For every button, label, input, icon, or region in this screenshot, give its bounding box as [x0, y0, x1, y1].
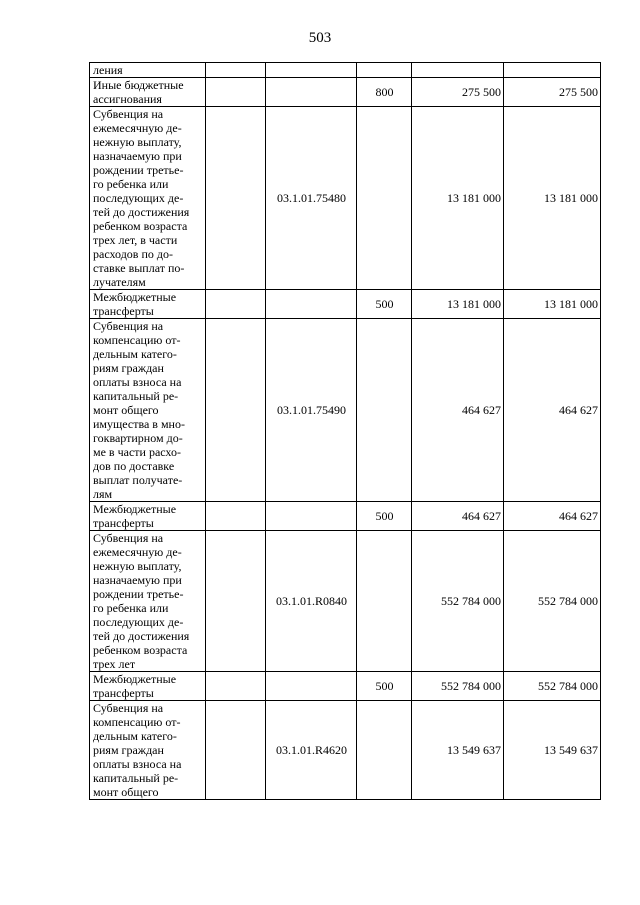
amount-year2-cell: 13 181 000: [504, 107, 601, 290]
amount-year2-cell: 552 784 000: [504, 531, 601, 672]
item-name-line: риям граждан: [93, 361, 164, 375]
table-row-main: [90, 319, 601, 502]
expense-type-cell: 500: [357, 672, 412, 701]
item-name-line: монт общего: [93, 403, 159, 417]
target-article-cell: 03.1.01.R4620: [266, 701, 357, 800]
amount-year1-cell: 552 784 000: [412, 672, 504, 701]
item-name-line: Межбюджетные: [93, 290, 177, 304]
item-name-line: выплат получате-: [93, 473, 183, 487]
item-name-line: дельным катего-: [93, 347, 177, 361]
item-name-line: трансферты: [93, 516, 154, 530]
item-name-cell: [90, 672, 206, 701]
item-name-line: Субвенция на: [93, 319, 164, 333]
target-article-cell: [266, 672, 357, 701]
item-name-line: ления: [93, 63, 123, 77]
item-name-line: риям граждан: [93, 743, 164, 757]
target-article-cell: [266, 63, 357, 78]
item-name-line: Субвенция на: [93, 701, 164, 715]
amount-year1-cell: 464 627: [412, 319, 504, 502]
empty-cell: [206, 78, 266, 107]
item-name-line: назначаемую при: [93, 573, 182, 587]
item-name-line: оплаты взноса на: [93, 375, 182, 389]
budget-table: [89, 62, 601, 800]
item-name-line: имущества в мно-: [93, 417, 185, 431]
item-name-line: рождении третье-: [93, 587, 184, 601]
amount-year2-cell: 464 627: [504, 319, 601, 502]
item-name-line: компенсацию от-: [93, 333, 181, 347]
item-name-line: лучателям: [93, 275, 146, 289]
expense-type-cell: [357, 319, 412, 502]
amount-year1-cell: 464 627: [412, 502, 504, 531]
empty-cell: [206, 502, 266, 531]
target-article-cell: [266, 78, 357, 107]
empty-cell: [206, 701, 266, 800]
amount-year1-cell: 275 500: [412, 78, 504, 107]
table-row-sub: [90, 78, 601, 107]
amount-year2-cell: 275 500: [504, 78, 601, 107]
item-name-line: ассигнования: [93, 92, 162, 106]
empty-cell: [206, 63, 266, 78]
page-number: 503: [308, 30, 332, 46]
expense-type-cell: 500: [357, 502, 412, 531]
item-name-line: ставке выплат по-: [93, 261, 185, 275]
item-name-line: последующих де-: [93, 615, 184, 629]
item-name-line: Субвенция на: [93, 531, 164, 545]
item-name-line: Межбюджетные: [93, 672, 177, 686]
amount-year1-cell: 13 549 637: [412, 701, 504, 800]
table-row-sub: [90, 672, 601, 701]
item-name-line: нежную выплату,: [93, 135, 182, 149]
expense-type-cell: [357, 701, 412, 800]
item-name-cell: [90, 290, 206, 319]
item-name-line: расходов по до-: [93, 247, 173, 261]
item-name-line: Иные бюджетные: [93, 78, 184, 92]
target-article-cell: 03.1.01.75480: [266, 107, 357, 290]
item-name-cell: [90, 531, 206, 672]
item-name-line: дов по доставке: [93, 459, 175, 473]
target-article-cell: 03.1.01.R0840: [266, 531, 357, 672]
expense-type-cell: [357, 107, 412, 290]
item-name-line: гоквартирном до-: [93, 431, 183, 445]
item-name-line: тей до достижения: [93, 629, 190, 643]
item-name-line: ребенком возраста: [93, 643, 188, 657]
empty-cell: [206, 531, 266, 672]
table-row-sub: [90, 502, 601, 531]
item-name-line: трех лет, в части: [93, 233, 178, 247]
expense-type-cell: [357, 531, 412, 672]
item-name-line: Межбюджетные: [93, 502, 177, 516]
table-row-main: [90, 701, 601, 800]
amount-year1-cell: 13 181 000: [412, 290, 504, 319]
item-name-cell: [90, 319, 206, 502]
amount-year1-cell: 552 784 000: [412, 531, 504, 672]
amount-year1-cell: 13 181 000: [412, 107, 504, 290]
table-row-sub: [90, 290, 601, 319]
table-row-main: [90, 107, 601, 290]
item-name-line: ме в части расхо-: [93, 445, 181, 459]
item-name-cell: [90, 107, 206, 290]
table-row-continued: [90, 63, 601, 78]
expense-type-cell: [357, 63, 412, 78]
item-name-line: нежную выплату,: [93, 559, 182, 573]
item-name-line: го ребенка или: [93, 177, 169, 191]
empty-cell: [206, 290, 266, 319]
item-name-line: трех лет: [93, 657, 136, 671]
empty-cell: [206, 672, 266, 701]
amount-year2-cell: [504, 63, 601, 78]
target-article-cell: [266, 290, 357, 319]
item-name-line: трансферты: [93, 304, 154, 318]
item-name-line: ежемесячную де-: [93, 545, 182, 559]
amount-year2-cell: 13 549 637: [504, 701, 601, 800]
item-name-cell: [90, 502, 206, 531]
table-row-main: [90, 531, 601, 672]
item-name-line: назначаемую при: [93, 149, 182, 163]
item-name-line: компенсацию от-: [93, 715, 181, 729]
expense-type-cell: 500: [357, 290, 412, 319]
item-name-cell: [90, 701, 206, 800]
expense-type-cell: 800: [357, 78, 412, 107]
item-name-line: капитальный ре-: [93, 771, 179, 785]
amount-year2-cell: 13 181 000: [504, 290, 601, 319]
empty-cell: [206, 107, 266, 290]
target-article-cell: [266, 502, 357, 531]
budget-table-body: [90, 63, 601, 800]
item-name-line: рождении третье-: [93, 163, 184, 177]
amount-year1-cell: [412, 63, 504, 78]
amount-year2-cell: 552 784 000: [504, 672, 601, 701]
empty-cell: [206, 319, 266, 502]
item-name-line: лям: [93, 487, 113, 501]
amount-year2-cell: 464 627: [504, 502, 601, 531]
item-name-line: ребенком возраста: [93, 219, 188, 233]
item-name-line: Субвенция на: [93, 107, 164, 121]
item-name-line: трансферты: [93, 686, 154, 700]
item-name-cell: [90, 63, 206, 78]
item-name-line: ежемесячную де-: [93, 121, 182, 135]
item-name-line: последующих де-: [93, 191, 184, 205]
item-name-line: тей до достижения: [93, 205, 190, 219]
item-name-line: дельным катего-: [93, 729, 177, 743]
item-name-line: го ребенка или: [93, 601, 169, 615]
item-name-line: оплаты взноса на: [93, 757, 182, 771]
item-name-cell: [90, 78, 206, 107]
item-name-line: капитальный ре-: [93, 389, 179, 403]
target-article-cell: 03.1.01.75490: [266, 319, 357, 502]
item-name-line: монт общего: [93, 785, 159, 799]
